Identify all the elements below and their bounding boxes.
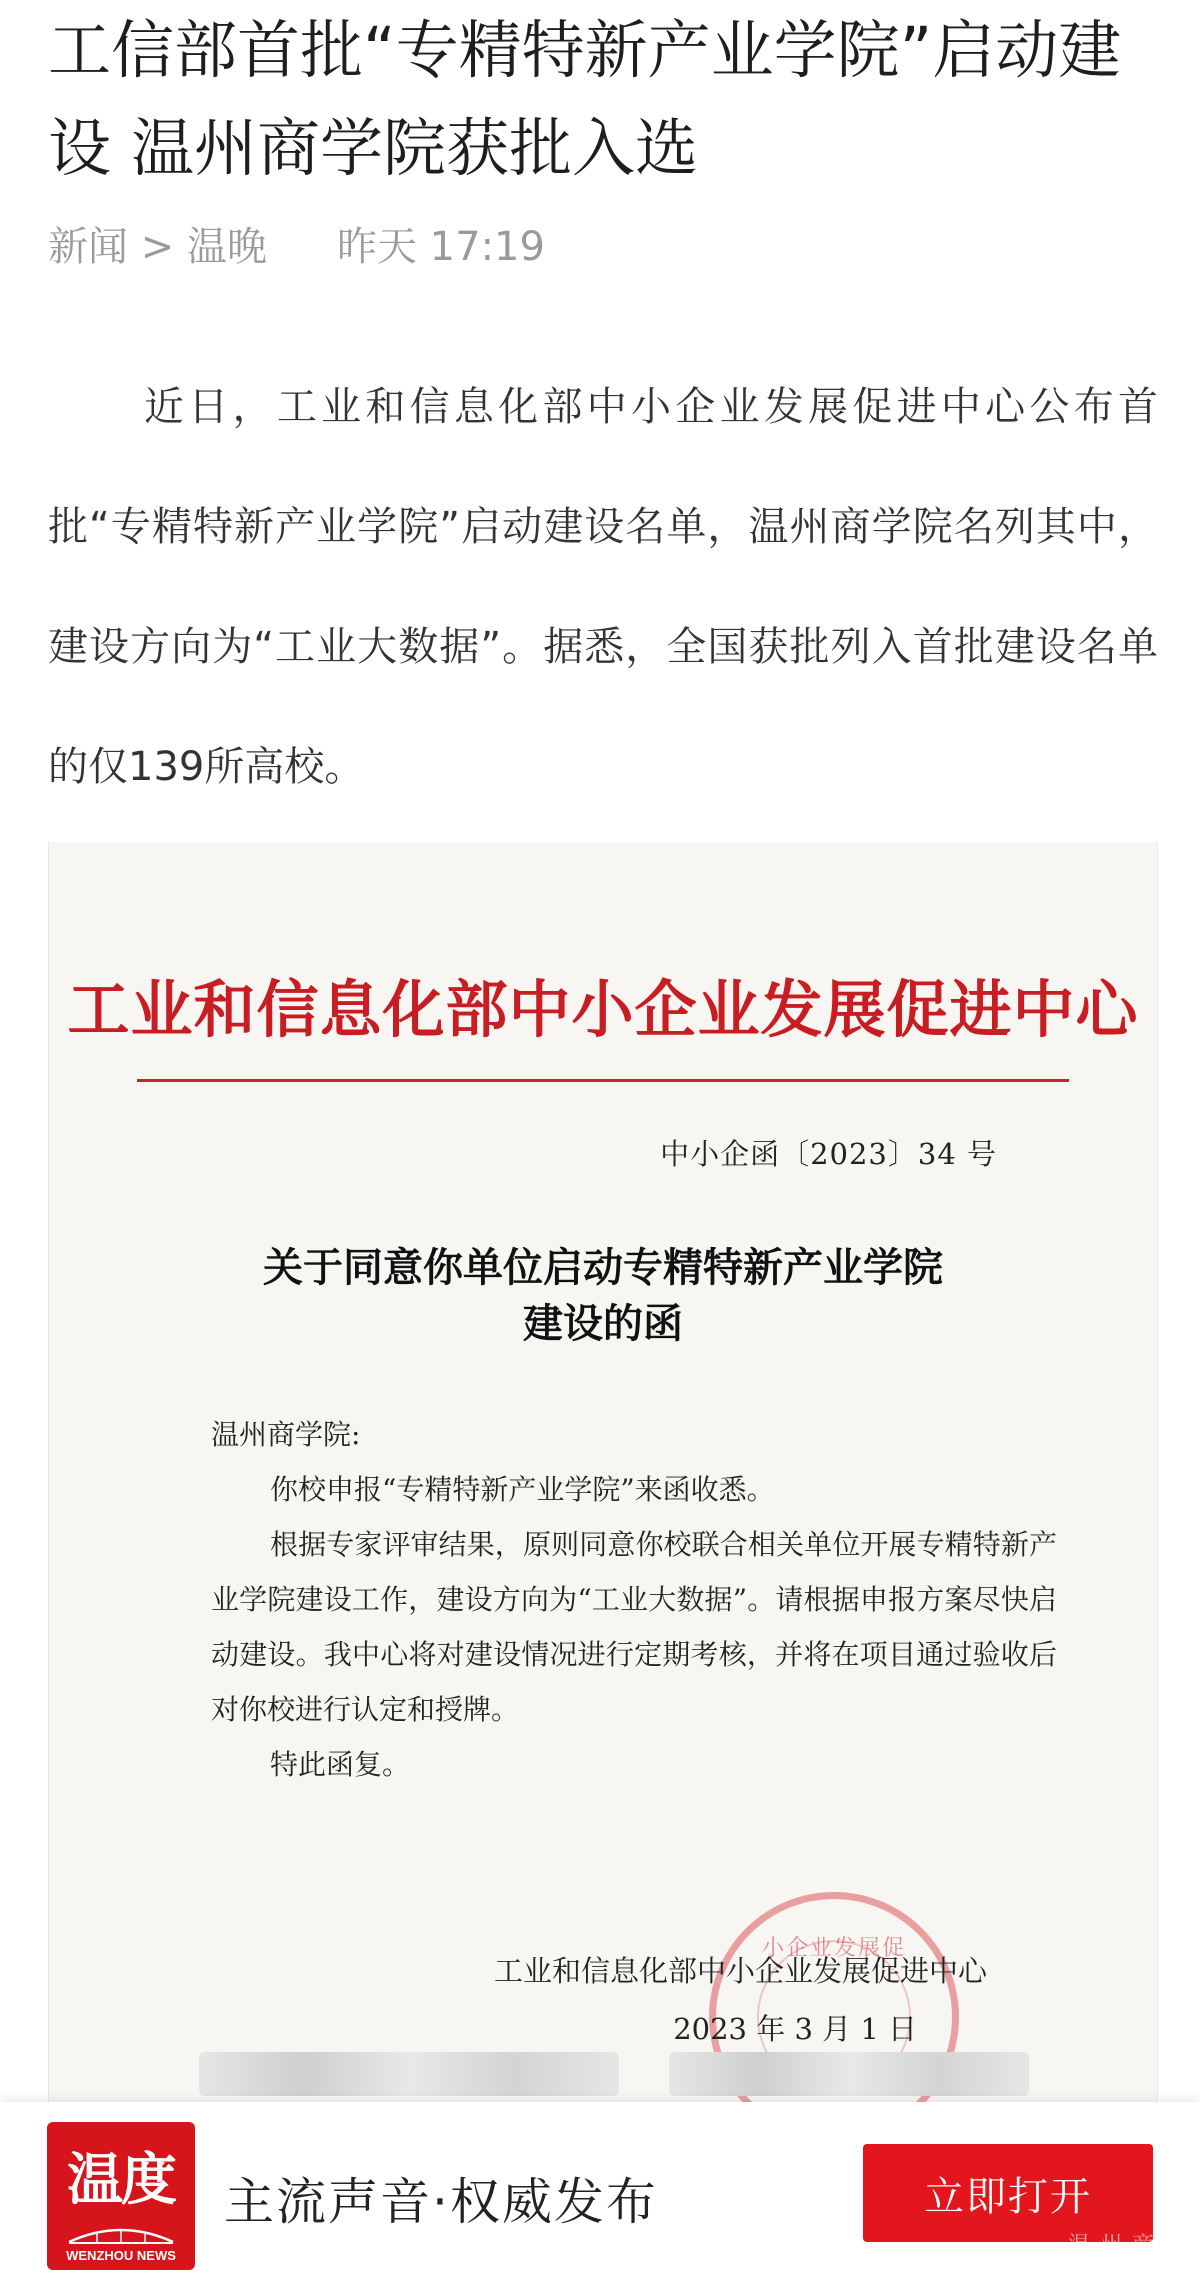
document-paragraph: 特此函复。 — [270, 1748, 411, 1781]
article-time: 昨天 17:19 — [336, 224, 545, 270]
document-body — [211, 1407, 1057, 1792]
document-red-rule — [137, 1079, 1069, 1082]
open-app-button[interactable]: 立即打开 — [863, 2144, 1153, 2242]
document-paragraph: 你校申报“专精特新产业学院”来函收悉。 — [270, 1473, 775, 1506]
document-signature-block — [494, 1942, 987, 2058]
logo-english-text: WENZHOU NEWS — [66, 2248, 176, 2263]
document-title-line1: 关于同意你单位启动专精特新产业学院 — [263, 1244, 943, 1291]
document-image — [48, 842, 1158, 2102]
redacted-area — [669, 2052, 1029, 2096]
bridge-icon — [67, 2222, 175, 2246]
document-signature: 工业和信息化部中小企业发展促进中心 — [493, 1954, 987, 1988]
document-addressee: 温州商学院: — [211, 1418, 361, 1451]
school-watermark: 温州商学 — [1067, 2233, 1196, 2258]
document-issuer-header: 工业和信息化部中小企业发展促进中心 — [67, 973, 1139, 1046]
article-meta — [48, 215, 545, 272]
app-download-banner — [0, 2102, 1200, 2282]
logo-chars: 温度 — [67, 2147, 175, 2213]
article-category[interactable]: 新闻 > 温晚 — [48, 224, 267, 270]
document-number: 中小企函〔2023〕34 号 — [660, 1137, 997, 1171]
document-title — [49, 1240, 1157, 1352]
document-date: 2023 年 3 月 1 日 — [673, 2012, 917, 2046]
banner-slogan: 主流声音·权威发布 — [224, 2173, 658, 2231]
seal-text: 小企业发展促 — [761, 1936, 906, 1961]
article-title: 工信部首批“专精特新产业学院”启动建设 温州商学院获批入选 — [48, 14, 1122, 185]
redacted-area — [199, 2052, 619, 2096]
document-title-line2: 建设的函 — [523, 1300, 683, 1347]
wenzhou-news-logo[interactable] — [47, 2122, 195, 2270]
article-paragraph: 近日，工业和信息化部中小企业发展促进中心公布首批“专精特新产业学院”启动建设名单，温州商学院名列其中，建设方向为“工业大数据”。据悉，全国获批列入首批建设名单的仅139所高校。 — [48, 384, 1158, 790]
document-paragraph: 根据专家评审结果，原则同意你校联合相关单位开展专精特新产业学院建设工作，建设方向为“工业大数据”。请根据申报方案尽快启动建设。我中心将对建设情况进行定期考核，并将在项目通过验收后对你校进行认定和授牌。 — [211, 1528, 1057, 1726]
